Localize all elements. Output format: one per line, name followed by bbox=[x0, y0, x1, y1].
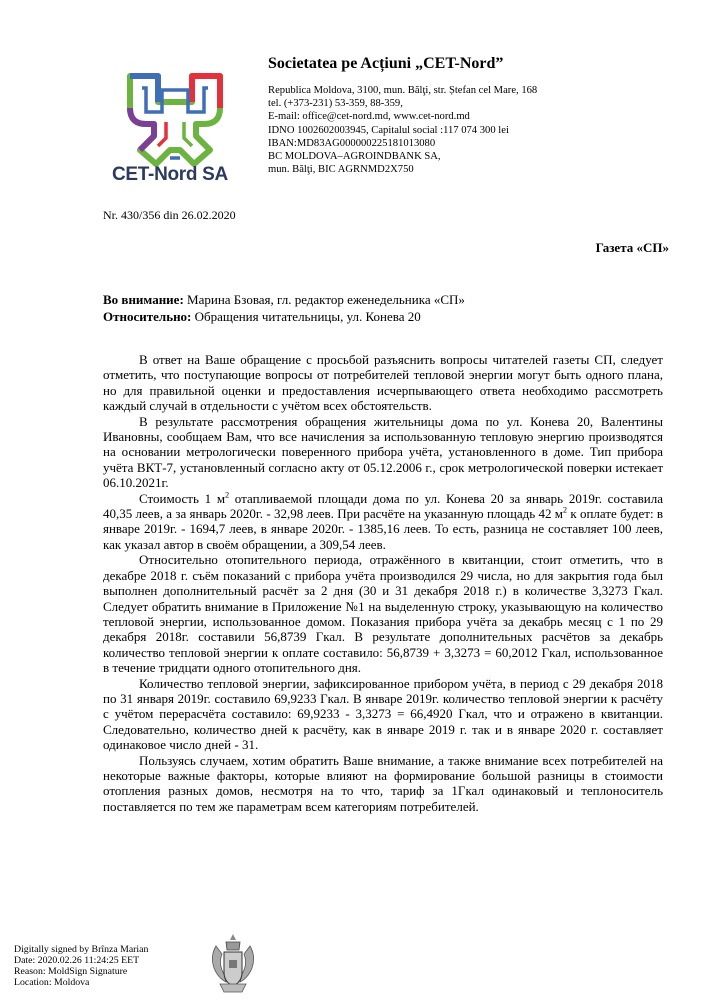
attention-line bbox=[103, 291, 465, 308]
digital-signature bbox=[14, 944, 148, 988]
logo-text: CET-Nord SA bbox=[112, 164, 228, 185]
subject-line bbox=[103, 308, 465, 325]
company-email: E-mail: office@cet-nord.md, www.cet-nord.md bbox=[268, 111, 470, 123]
body-paragraph-4: Относительно отопительного периода, отражённого в квитанции, стоит отметить, что в декабре 2018 г. съём показаний с прибора учёта производился 29 числа, но для закрытия года был выполнен дополнительный расчёт за 2 дня (30 и 31 декабря 2018 г.) в количестве 3,3273 Гкал. Следует обратить внимание в Приложение №1 на выделенную строку, указывающую на количество тепловой энергии, использованное домом. Показания прибора учёта за декабрь месяц с 1 по 29 декабря 2018г. составили 56,8739 Гкал. В результате дополнительных расчётов за декабрь количество тепловой энергии к оплате составило: 56,8739 + 3,3273 = 60,2012 Гкал, использованное в течение тридцати одного отопительного дня. bbox=[103, 552, 663, 676]
signature-location: Location: Moldova bbox=[14, 977, 90, 988]
company-details bbox=[268, 84, 537, 176]
paragraph-3-part-3: к оплате будет: в январе 2019г. - 1694,7 леев, в январе 2020г. - 1385,16 леев. То есть, разница не составляет 100 леев, как указал автор в своём обращении, а 309,54 леев. bbox=[103, 506, 663, 552]
signature-reason: Reason: MoldSign Signature bbox=[14, 966, 128, 977]
addressee: Газета «СП» bbox=[595, 240, 669, 255]
signature-signer: Digitally signed by Brînza Marian bbox=[14, 944, 149, 955]
body-paragraph-5: Количество тепловой энергии, зафиксированное прибором учёта, в период с 29 декабря 2018 по 31 января 2019г. составило 69,9233 Гкал. В январе 2019г. количество тепловой энергии к расчёту с учётом перерасчёта составило: 69,9233 - 3,3273 = 66,4920 Гкал, что и отражено в квитанции. Следовательно, количество дней к расчёту, как в январе 2019 г. так и в январе 2020 г. составляет одинаковое число дней - 31. bbox=[103, 675, 663, 753]
moldova-emblem-icon bbox=[206, 932, 260, 998]
company-idno: IDNO 1002602003945, Capitalul social :117 074 300 lei bbox=[268, 124, 509, 136]
paragraph-3-part-2: отапливаемой площади дома по ул. Конева 20 за январь 2019г. составила 40,35 леев, а за январь 2020г. - 32,98 леев. При расчёте на указанную площадь 42 м bbox=[103, 490, 663, 522]
attention-value: Марина Бзовая, гл. редактор еженедельника «СП» bbox=[183, 292, 465, 307]
reference-number: Nr. 430/356 din 26.02.2020 bbox=[103, 208, 236, 222]
attention-label: Во внимание: bbox=[103, 292, 184, 307]
letter-body bbox=[103, 352, 663, 814]
body-paragraph-3 bbox=[103, 491, 663, 553]
body-paragraph-2: В результате рассмотрения обращения жительницы дома по ул. Конева 20, Валентины Ивановны, сообщаем Вам, что все начисления за использованную тепловую энергию производятся на основании метрологически поверенного прибора учёта, установленного в доме. Тип прибора учёта ВКТ-7, установленный согласно акту от 05.12.2006 г., срок метрологической поверки истекает 06.10.2021г. bbox=[103, 413, 663, 491]
body-paragraph-1: В ответ на Ваше обращение с просьбой разъяснить вопросы читателей газеты СП, следует отметить, что поступающие вопросы от потребителей тепловой энергии могут быть одного плана, но для правильной оценки и предоставления исчерпывающего ответа необходимо рассмотреть каждый случай в отдельности с учётом всех обстоятельств. bbox=[103, 352, 663, 414]
company-bank: BC MOLDOVA–AGROINDBANK SA, bbox=[268, 151, 441, 163]
company-iban: IBAN:MD83AG000000225181013080 bbox=[268, 137, 436, 149]
company-address: Republica Moldova, 3100, mun. Bălţi, str. Ștefan cel Mare, 168 bbox=[268, 85, 538, 96]
signature-date: Date: 2020.02.26 11:24:25 EET bbox=[14, 955, 140, 966]
paragraph-3-part-1: Стоимость 1 м bbox=[139, 490, 226, 506]
attention-block bbox=[103, 291, 465, 325]
body-paragraph-6: Пользуясь случаем, хотим обратить Ваше внимание, а также внимание всех потребителей на некоторые важные факторы, которые влияют на формирование большой разницы в стоимости отопления разных домов, несмотря на то что, тариф за 1Гкал одинаковый и теплоноситель поставляется по тем же параметрам всем категориям потребителей. bbox=[103, 752, 663, 814]
subject-label: Относительно: bbox=[103, 309, 192, 324]
company-bic: mun. Bălţi, BIC AGRNMD2X750 bbox=[268, 164, 414, 176]
company-title: Societatea pe Acțiuni „CET-Nord” bbox=[268, 55, 504, 72]
superscript-2: 2 bbox=[225, 490, 230, 500]
subject-value: Обращения читательницы, ул. Конева 20 bbox=[191, 309, 421, 324]
superscript-2: 2 bbox=[563, 505, 568, 515]
company-phone: tel. (+373-231) 53-359, 88-359, bbox=[268, 98, 403, 110]
